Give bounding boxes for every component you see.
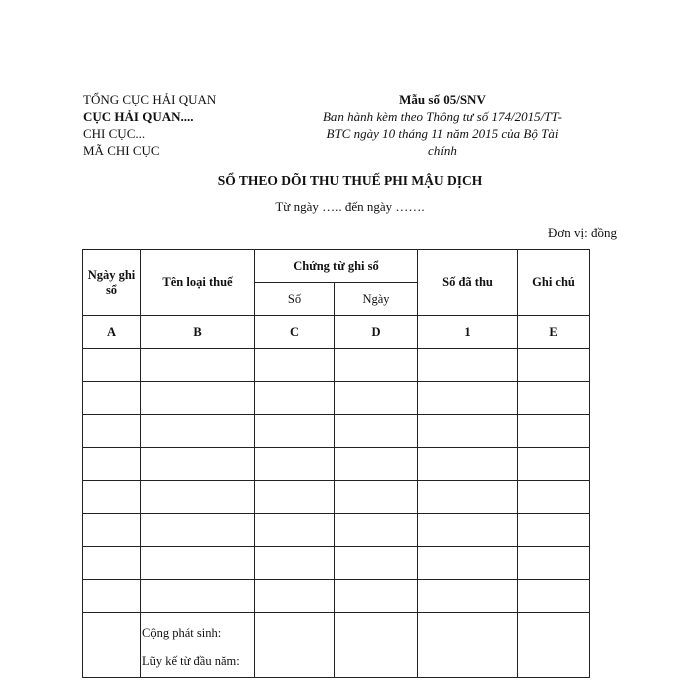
table-cell bbox=[518, 382, 590, 415]
table-cell bbox=[83, 547, 141, 580]
table-cell bbox=[418, 415, 518, 448]
table-cell bbox=[335, 514, 418, 547]
data-rows bbox=[83, 349, 590, 613]
table-cell bbox=[255, 481, 335, 514]
table-cell bbox=[418, 481, 518, 514]
header-voucher-date: Ngày bbox=[335, 283, 418, 316]
table-cell bbox=[141, 415, 255, 448]
form-basis-line-3: chính bbox=[428, 143, 457, 158]
table-cell bbox=[335, 448, 418, 481]
table-cell bbox=[83, 448, 141, 481]
column-code: E bbox=[518, 316, 590, 349]
ledger-table bbox=[82, 249, 590, 678]
table-cell bbox=[83, 349, 141, 382]
table-cell bbox=[518, 481, 590, 514]
totals-empty-cell bbox=[255, 613, 335, 678]
totals-row bbox=[83, 613, 590, 678]
totals-empty-cell bbox=[418, 613, 518, 678]
table-cell bbox=[141, 448, 255, 481]
year-to-date-label: Lũy kế từ đầu năm: bbox=[142, 654, 240, 668]
table-row bbox=[83, 514, 590, 547]
table-cell bbox=[141, 349, 255, 382]
header-voucher: Chứng từ ghi sổ bbox=[255, 250, 418, 283]
table-row bbox=[83, 415, 590, 448]
totals-empty-cell bbox=[518, 613, 590, 678]
header-voucher-number: Số bbox=[255, 283, 335, 316]
table-cell bbox=[255, 580, 335, 613]
table-cell bbox=[335, 415, 418, 448]
totals-empty-cell bbox=[83, 613, 141, 678]
table-cell bbox=[335, 547, 418, 580]
table-cell bbox=[255, 547, 335, 580]
table-cell bbox=[518, 415, 590, 448]
table-cell bbox=[83, 580, 141, 613]
table-row bbox=[83, 547, 590, 580]
header-notes: Ghi chú bbox=[518, 250, 590, 316]
table-cell bbox=[418, 580, 518, 613]
org-line-department: CỤC HẢI QUAN.... bbox=[83, 109, 194, 124]
table-cell bbox=[255, 514, 335, 547]
header-record-date: Ngày ghi sổ bbox=[83, 250, 141, 316]
table-row bbox=[83, 481, 590, 514]
table-cell bbox=[335, 349, 418, 382]
table-row bbox=[83, 580, 590, 613]
document-title: SỔ THEO DÕI THU THUẾ PHI MẬU DỊCH bbox=[217, 173, 483, 188]
period-line: Từ ngày ….. đến ngày ……. bbox=[275, 199, 425, 214]
table-cell bbox=[418, 514, 518, 547]
form-basis-line-1: Ban hành kèm theo Thông tư số 174/2015/TT- bbox=[322, 109, 563, 124]
table-cell bbox=[518, 514, 590, 547]
table-cell bbox=[255, 448, 335, 481]
unit-label: Đơn vị: đồng bbox=[548, 225, 617, 240]
column-code-row bbox=[83, 316, 590, 349]
column-code: C bbox=[255, 316, 335, 349]
table-cell bbox=[518, 448, 590, 481]
table-cell bbox=[83, 514, 141, 547]
table-cell bbox=[141, 481, 255, 514]
table-cell bbox=[255, 415, 335, 448]
table-cell bbox=[255, 382, 335, 415]
table-cell bbox=[335, 382, 418, 415]
table-cell bbox=[518, 547, 590, 580]
table-row bbox=[83, 349, 590, 382]
table-row bbox=[83, 448, 590, 481]
table-cell bbox=[418, 382, 518, 415]
org-header bbox=[83, 91, 216, 159]
header-row bbox=[83, 250, 590, 283]
table-cell bbox=[83, 415, 141, 448]
table-cell bbox=[418, 547, 518, 580]
table-cell bbox=[418, 448, 518, 481]
table-cell bbox=[418, 349, 518, 382]
org-line-general-department: TỔNG CỤC HẢI QUAN bbox=[83, 92, 217, 107]
table-row bbox=[83, 382, 590, 415]
column-code: A bbox=[83, 316, 141, 349]
table-cell bbox=[141, 382, 255, 415]
table-cell bbox=[83, 382, 141, 415]
form-basis-line-2: BTC ngày 10 tháng 11 năm 2015 của Bộ Tài bbox=[326, 126, 559, 141]
totals-labels bbox=[141, 613, 255, 678]
table-cell bbox=[335, 580, 418, 613]
header-tax-type: Tên loại thuế bbox=[141, 250, 255, 316]
table-cell bbox=[83, 481, 141, 514]
column-code: B bbox=[141, 316, 255, 349]
org-line-branch: CHI CỤC... bbox=[83, 126, 146, 141]
table-cell bbox=[335, 481, 418, 514]
org-line-branch-code: MÃ CHI CỤC bbox=[83, 143, 160, 158]
form-code: Mẫu số 05/SNV bbox=[399, 92, 486, 107]
header-amount-collected: Số đã thu bbox=[418, 250, 518, 316]
table-cell bbox=[518, 580, 590, 613]
table-cell bbox=[141, 547, 255, 580]
column-code: D bbox=[335, 316, 418, 349]
column-code: 1 bbox=[418, 316, 518, 349]
table-cell bbox=[141, 580, 255, 613]
table-cell bbox=[255, 349, 335, 382]
table-cell bbox=[518, 349, 590, 382]
table-cell bbox=[141, 514, 255, 547]
period-total-label: Cộng phát sinh: bbox=[142, 626, 222, 640]
totals-empty-cell bbox=[335, 613, 418, 678]
form-code-block bbox=[300, 91, 585, 159]
